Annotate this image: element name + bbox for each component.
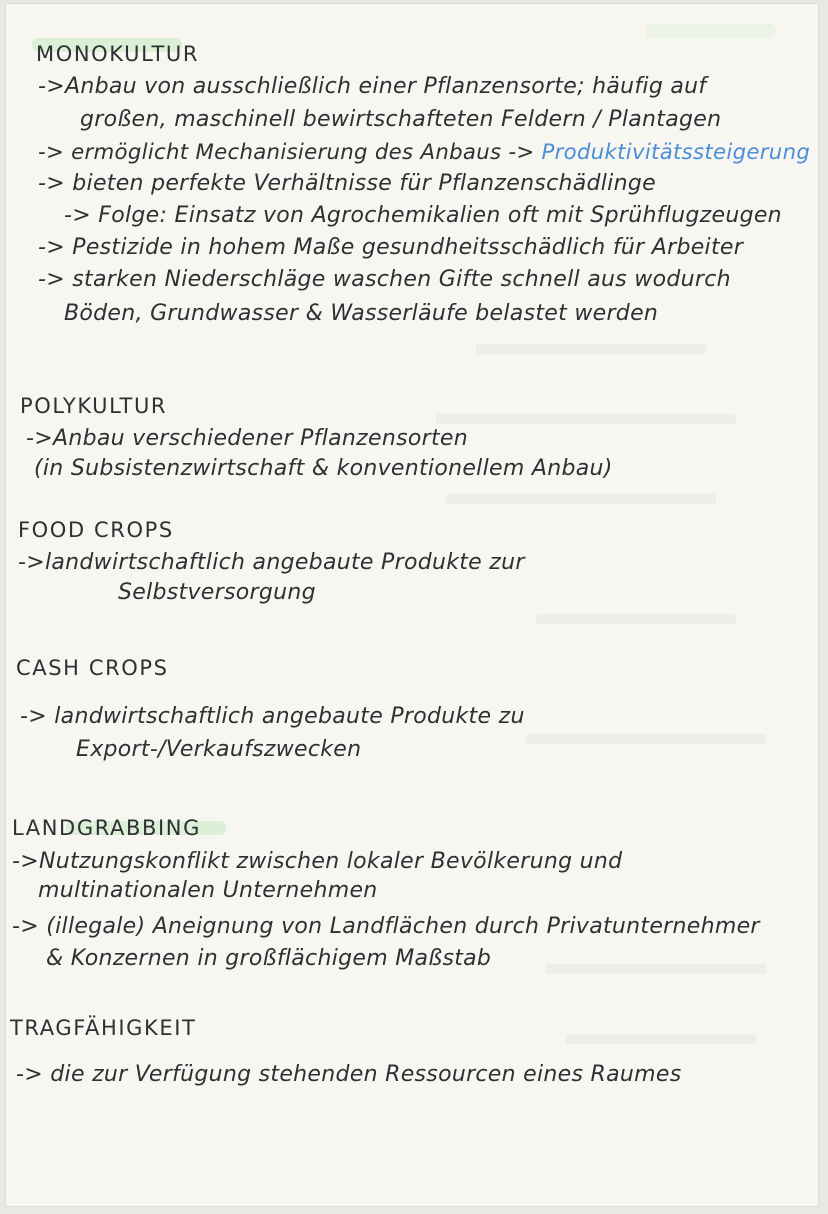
monokultur-line-3 — [38, 140, 810, 165]
polykultur-line-1: ->Anbau verschiedener Pflanzensorten — [26, 426, 468, 451]
polykultur-line-2: (in Subsistenzwirtschaft & konventionellem Anbau) — [34, 456, 613, 481]
monokultur-line-6: -> Pestizide in hohem Maße gesundheitsschädlich für Arbeiter — [38, 235, 744, 260]
landgrabbing-line-3: -> (illegale) Aneignung von Landflächen durch Privatunternehmer — [12, 914, 760, 939]
heading-polykultur: POLYKULTUR — [20, 394, 168, 418]
notebook-page — [6, 4, 818, 1206]
landgrabbing-line-4: & Konzernen in großflächigem Maßstab — [46, 946, 492, 971]
cash-crops-line-1: -> landwirtschaftlich angebaute Produkte zu — [20, 704, 525, 729]
heading-cash-crops: CASH CROPS — [16, 656, 169, 680]
cash-crops-line-2: Export-/Verkaufszwecken — [76, 737, 362, 762]
heading-tragfaehigkeit: TRAGFÄHIGKEIT — [10, 1016, 197, 1040]
landgrabbing-line-1: ->Nutzungskonflikt zwischen lokaler Bevölkerung und — [12, 849, 623, 874]
monokultur-line-5: -> Folge: Einsatz von Agrochemikalien oft mit Sprühflugzeugen — [64, 203, 782, 228]
food-crops-line-1: ->landwirtschaftlich angebaute Produkte zur — [18, 550, 525, 575]
heading-monokultur: MONOKULTUR — [36, 42, 200, 66]
monokultur-line-4: -> bieten perfekte Verhältnisse für Pflanzenschädlinge — [38, 171, 656, 196]
heading-landgrabbing: LANDGRABBING — [12, 816, 201, 840]
landgrabbing-line-2: multinationalen Unternehmen — [38, 878, 378, 903]
monokultur-line-2: großen, maschinell bewirtschafteten Feldern / Plantagen — [80, 107, 722, 132]
tragfaehigkeit-line-1: -> die zur Verfügung stehenden Ressourcen eines Raumes — [16, 1062, 682, 1087]
monokultur-line-1: ->Anbau von ausschließlich einer Pflanzensorte; häufig auf — [38, 74, 707, 99]
monokultur-mechanisierung-text: -> ermöglicht Mechanisierung des Anbaus -> — [38, 140, 535, 165]
heading-food-crops: FOOD CROPS — [18, 518, 174, 542]
monokultur-line-8: Böden, Grundwasser & Wasserläufe belastet werden — [64, 301, 659, 326]
food-crops-line-2: Selbstversorgung — [118, 580, 316, 605]
monokultur-line-7: -> starken Niederschläge waschen Gifte schnell aus wodurch — [38, 267, 731, 292]
produktivitaet-highlight: Produktivitätssteigerung — [541, 140, 811, 165]
